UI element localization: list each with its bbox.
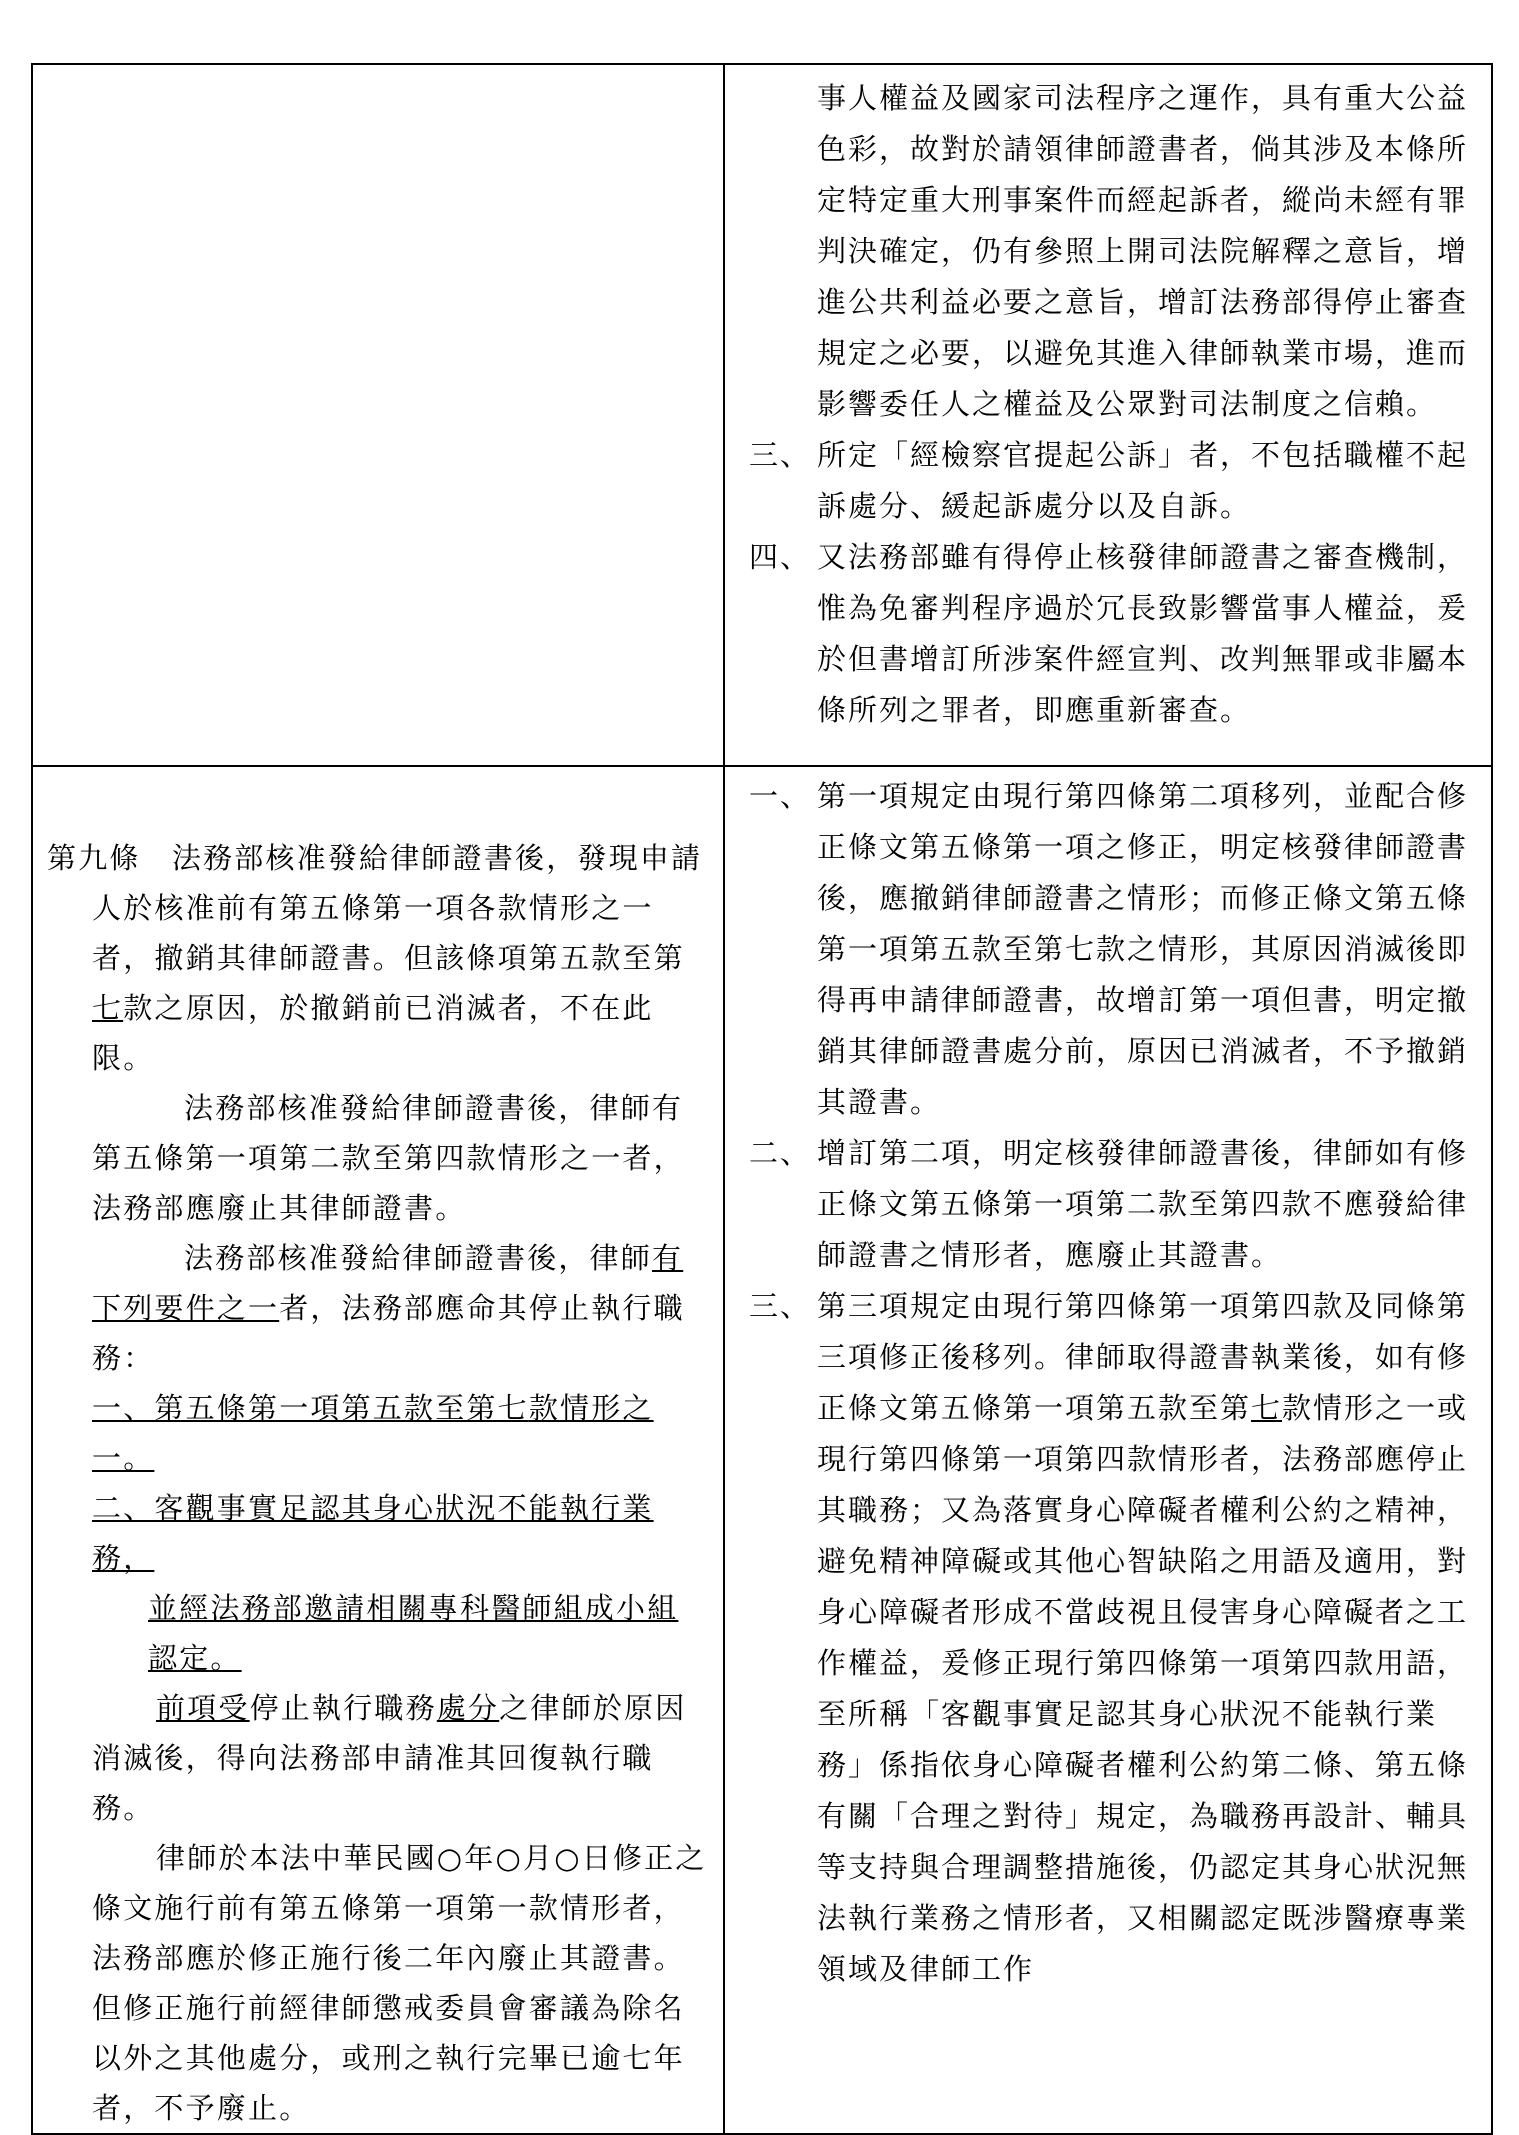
article-paragraph-2: 法務部核准發給律師證書後，律師有第五條第一項第二款至第四款情形之一者，法務部應廢止其律師證書。 <box>92 1091 685 1225</box>
item-number: 三、 <box>749 438 812 472</box>
top-right-cell <box>724 64 1492 766</box>
list-item: 一、第五條第一項第五款至第七款情形之一。 <box>92 1391 654 1475</box>
item-number: 二、 <box>749 1136 812 1170</box>
item-text: 又法務部雖有得停止核發律師證書之審查機制，惟為免審判程序過於冗長致影響當事人權益，爰於但書增訂所涉案件經宣判、改判無罪或非屬本條所列之罪者，即應重新審查。 <box>817 540 1469 727</box>
article-paragraph-3: 法務部核准發給律師證書後，律師有下列要件之一者，法務部應命其停止執行職務： <box>92 1241 685 1375</box>
table-row <box>32 766 1492 2134</box>
list-item <box>739 430 1473 532</box>
comparison-table <box>31 63 1493 2135</box>
table-row <box>32 64 1492 766</box>
article-paragraph-5: 律師於本法中華民國○年○月○日修正之條文施行前有第五條第一項第一款情形者，法務部應於修正施行後二年內廢止其證書。但修正施行前經律師懲戒委員會審議為除名以外之其他處分，或刑之執行完畢已逾七年者，不予廢止。 <box>92 1841 707 2125</box>
explanation-cell <box>724 766 1492 2134</box>
article-paragraph-1: 第九條 法務部核准發給律師證書後，發現申請人於核准前有第五條第一項各款情形之一者，撤銷其律師證書。但該條項第五款至第七款之原因，於撤銷前已消滅者，不在此限。 <box>47 841 703 1075</box>
item-number: 一、 <box>749 779 812 813</box>
list-item: 二、客觀事實足認其身心狀況不能執行業務， <box>92 1491 654 1575</box>
list-item <box>739 1281 1473 1995</box>
item-text: 第一項規定由現行第四條第二項移列，並配合修正條文第五條第一項之修正，明定核發律師證書後，應撤銷律師證書之情形；而修正條文第五條第一項第五款至第七款之情形，其原因消滅後即得再申請律師證書，故增訂第一項但書，明定撤銷其律師證書處分前，原因已消滅者，不予撤銷其證書。 <box>817 779 1469 1119</box>
explanation-continuation: 事人權益及國家司法程序之運作，具有重大公益色彩，故對於請領律師證書者，倘其涉及本條所定特定重大刑事案件而經起訴者，縱尚未經有罪判決確定，仍有參照上開司法院解釋之意旨，增進公共利益必要之意旨，增訂法務部得停止審查規定之必要，以避免其進入律師執業市場，進而影響委任人之權益及公眾對司法制度之信賴。 <box>817 81 1469 421</box>
list-item-continuation: 並經法務部邀請相關專科醫師組成小組認定。 <box>148 1591 679 1675</box>
top-left-cell <box>32 64 724 766</box>
article-cell <box>32 766 724 2134</box>
item-number: 三、 <box>749 1289 812 1323</box>
article-list <box>47 1383 709 1683</box>
list-item <box>739 532 1473 736</box>
item-number: 四、 <box>749 540 812 574</box>
item-text: 增訂第二項，明定核發律師證書後，律師如有修正條文第五條第一項第二款至第四款不應發給律師證書之情形者，應廢止其證書。 <box>817 1136 1469 1272</box>
item-text: 第三項規定由現行第四條第一項第四款及同條第三項修正後移列。律師取得證書執業後，如有修正條文第五條第一項第五款至第七款情形之一或現行第四條第一項第四款情形者，法務部應停止其職務；又為落實身心障礙者權利公約之精神，避免精神障礙或其他心智缺陷之用語及適用，對身心障礙者形成不當歧視且侵害身心障礙者之工作權益，爰修正現行第四條第一項第四款用語，至所稱「客觀事實足認其身心狀況不能執行業務」係指依身心障礙者權利公約第二條、第五條有關「合理之對待」規定，為職務再設計、輔具等支持與合理調整措施後，仍認定其身心狀況無法執行業務之情形者，又相關認定既涉醫療專業領域及律師工作 <box>817 1289 1469 1986</box>
item-text: 所定「經檢察官提起公訴」者，不包括職權不起訴處分、緩起訴處分以及自訴。 <box>817 438 1469 523</box>
article-paragraph-4: 前項受停止執行職務處分之律師於原因消滅後，得向法務部申請准其回復執行職務。 <box>92 1691 687 1825</box>
list-item <box>739 1128 1473 1281</box>
list-item <box>739 771 1473 1128</box>
article-number: 第九條 <box>47 841 141 875</box>
